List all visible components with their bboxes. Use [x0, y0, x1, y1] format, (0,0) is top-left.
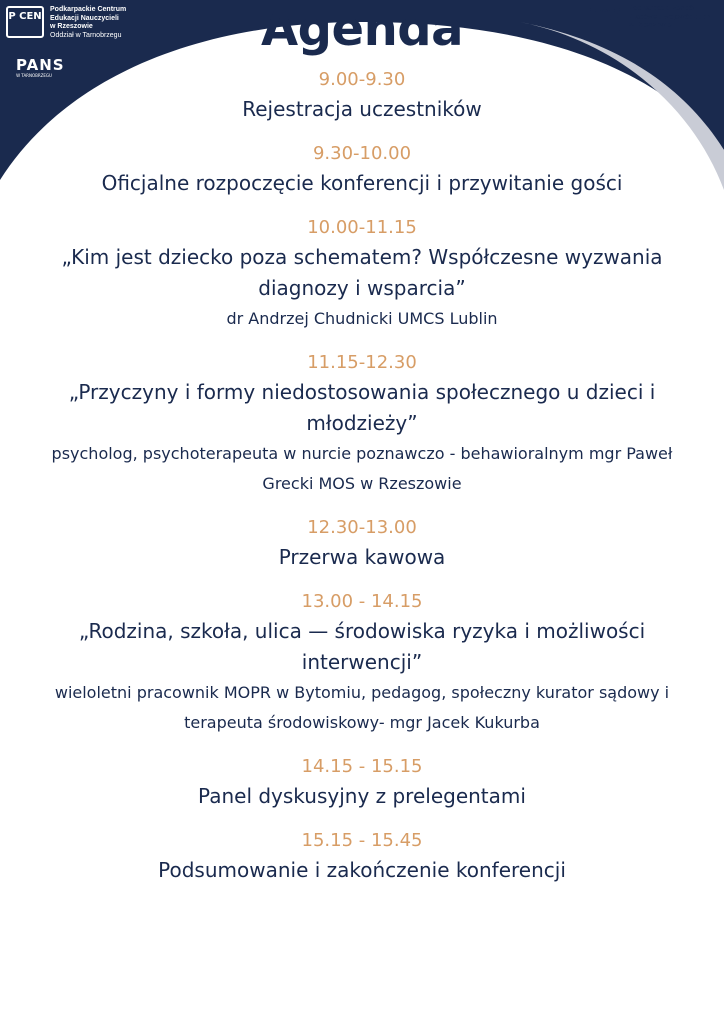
- agenda-list: [0, 66, 724, 901]
- pans-caption: W TARNOBRZEGU: [16, 73, 52, 78]
- agenda-item: [0, 514, 724, 573]
- agenda-title: „Kim jest dziecko poza schematem? Współczesne wyzwania diagnozy i wsparcia”: [61, 245, 663, 300]
- agenda-item: [0, 214, 724, 334]
- agenda-item: [0, 66, 724, 125]
- agenda-time: 9.30-10.00: [312, 143, 412, 164]
- agenda-time: 14.15 - 15.15: [301, 756, 423, 777]
- agenda-item: [0, 827, 724, 886]
- pzpw-line-3: w Rzeszowie: [629, 22, 672, 29]
- pans-mark: PANS: [16, 56, 65, 74]
- agenda-time: 12.30-13.00: [307, 517, 417, 538]
- pcen-line-3: w Rzeszowie: [50, 23, 93, 30]
- agenda-title: „Rodzina, szkoła, ulica — środowiska ryzyka i możliwości interwencji”: [78, 619, 646, 674]
- agenda-time: 10.00-11.15: [307, 217, 417, 238]
- agenda-time: 9.00-9.30: [318, 69, 406, 90]
- agenda-speaker: dr Andrzej Chudnicki UMCS Lublin: [226, 309, 498, 328]
- agenda-speaker: wieloletni pracownik MOPR w Bytomiu, pedagog, społeczny kurator sądowy i terapeuta środowiskowy- mgr Jacek Kukurba: [54, 683, 670, 732]
- agenda-item: [0, 588, 724, 738]
- page-title: Agenda: [261, 1, 463, 57]
- agenda-title: Oficjalne rozpoczęcie konferencji i przywitanie gości: [101, 171, 623, 195]
- agenda-speaker: psycholog, psychoterapeuta w nurcie poznawczo - behawioralnym mgr Paweł Grecki MOS w Rzeszowie: [51, 444, 673, 493]
- agenda-title: Rejestracja uczestników: [242, 97, 482, 121]
- pcen-mark: P CEN: [6, 6, 44, 38]
- agenda-time: 15.15 - 15.45: [301, 830, 423, 851]
- agenda-title: „Przyczyny i formy niedostosowania społecznego u dzieci i młodzieży”: [68, 380, 656, 435]
- pcen-line-1: Podkarpackie Centrum: [50, 6, 127, 13]
- agenda-title: Przerwa kawowa: [278, 545, 446, 569]
- agenda-item: [0, 140, 724, 199]
- agenda-item: [0, 753, 724, 812]
- pzpw-line-1: Podkarpacki Zespół: [629, 5, 696, 12]
- agenda-time: 11.15-12.30: [307, 352, 417, 373]
- pcen-line-2: Edukacji Nauczycieli: [50, 14, 119, 22]
- pcen-line-4: Oddział w Tarnobrzegu: [50, 31, 122, 39]
- agenda-item: [0, 349, 724, 499]
- agenda-title: Panel dyskusyjny z prelegentami: [198, 784, 526, 808]
- agenda-time: 13.00 - 14.15: [301, 591, 423, 612]
- pzpw-line-2: Placówek Wojewódzkich: [629, 13, 711, 21]
- agenda-title: Podsumowanie i zakończenie konferencji: [158, 858, 566, 882]
